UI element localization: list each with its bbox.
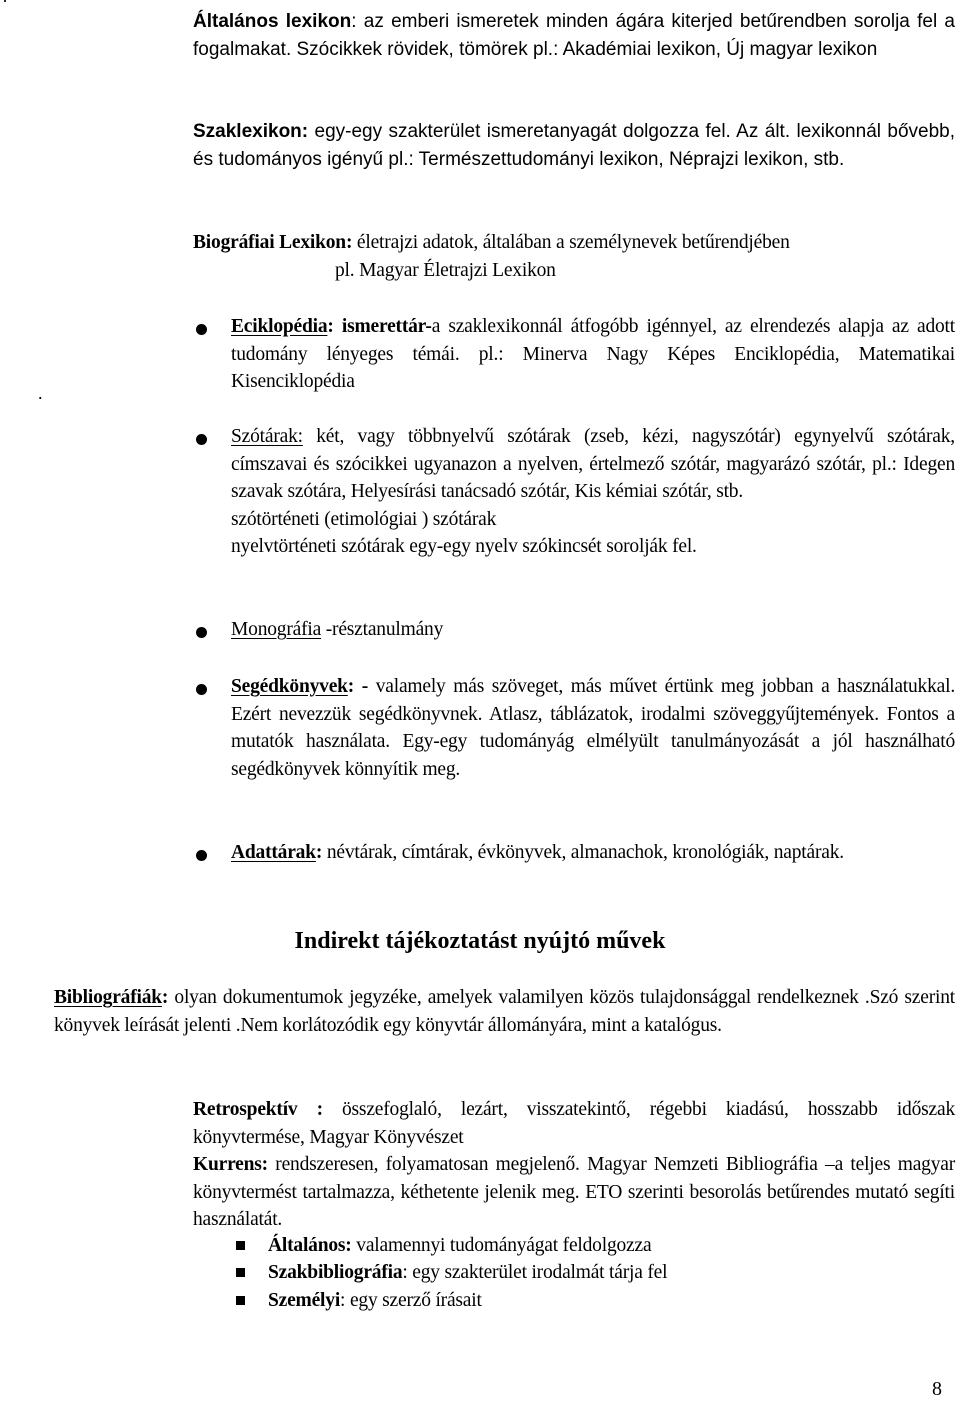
paragraph-biografiai-lexikon bbox=[193, 229, 955, 284]
term: Segédkönyvek bbox=[231, 676, 348, 697]
item-text: névtárak, címtárak, évkönyvek, almanachok, kronológiák, naptárak. bbox=[322, 842, 844, 863]
list-item-monografia bbox=[231, 616, 955, 644]
list-item-szemelyi bbox=[268, 1287, 948, 1315]
term: Biográfiai Lexikon: bbox=[193, 232, 353, 253]
bullet-icon bbox=[196, 324, 207, 335]
term: Monográfia bbox=[231, 619, 322, 640]
term: Retrospektív : bbox=[193, 1099, 323, 1120]
item-text: : egy szerző írásait bbox=[340, 1290, 482, 1311]
term-colon: : bbox=[315, 842, 323, 863]
paragraph-bibliografiak bbox=[54, 984, 955, 1039]
list-item-altalanos bbox=[268, 1232, 948, 1260]
square-bullet-icon bbox=[236, 1241, 245, 1250]
term: Eciklopédia bbox=[231, 316, 328, 337]
list-item-segedkonyvek bbox=[231, 673, 955, 783]
term: Személyi bbox=[268, 1290, 341, 1311]
term: Általános: bbox=[268, 1235, 352, 1256]
stray-mark: · bbox=[2, 0, 8, 11]
list-item-adattarak bbox=[231, 839, 955, 867]
term: Szótárak: bbox=[231, 426, 303, 447]
item-text: valamennyi tudományágat feldolgozza bbox=[351, 1235, 652, 1256]
paragraph-text: olyan dokumentumok jegyzéke, amelyek valamilyen közös tulajdonsággal rendelkeznek .Szó szerint könyvek leírását jelenti .Nem korlátozódik egy könyvtár állományára, mint a katalógus. bbox=[54, 987, 955, 1036]
term-colon: : bbox=[161, 987, 169, 1008]
page-number: 8 bbox=[932, 1378, 942, 1400]
item-text: -résztanulmány bbox=[321, 619, 444, 640]
bullet-icon bbox=[196, 684, 207, 695]
list-item-szakbibliografia bbox=[268, 1259, 948, 1287]
term: Általános lexikon bbox=[193, 11, 352, 32]
item-text: szótörténeti (etimológiai ) szótárak bbox=[231, 508, 497, 530]
section-heading: Indirekt tájékoztatást nyújtó művek bbox=[294, 928, 666, 954]
bullet-icon bbox=[196, 627, 207, 638]
paragraph-altalanos-lexikon bbox=[193, 8, 955, 64]
term: ismerettár- bbox=[333, 316, 432, 337]
item-text: két, vagy többnyelvű szótárak (zseb, kézi, nagyszótár) egynyelvű szótárak, címszavai és szócikkei ugyanazon a nyelven, értelmező szótár, magyarázó szótár, pl.: Idegen szavak szótára, Helyesírási tanácsadó szótár, Kis kémiai szótár, stb. bbox=[231, 426, 955, 502]
term: Bibliográfiák bbox=[54, 987, 162, 1008]
term: Szaklexikon: bbox=[193, 121, 309, 142]
item-text: a szaklexikonnál átfogóbb igénnyel, az elrendezés alapja az adott tudomány lényeges témái. pl.: Minerva Nagy Képes Enciklopédia, Matematikai Kisenciklopédia bbox=[231, 316, 955, 392]
list-item-enciklopedia bbox=[231, 313, 955, 396]
bullet-icon bbox=[196, 850, 207, 861]
list-item-szotarak bbox=[231, 423, 955, 561]
term-colon: : bbox=[327, 316, 334, 337]
paragraph-retrospektiv-kurrens bbox=[193, 1096, 955, 1234]
bullet-icon bbox=[196, 434, 207, 445]
paragraph-text: életrajzi adatok, általában a személynevek betűrendjében bbox=[352, 232, 790, 253]
stray-mark: . bbox=[38, 383, 43, 403]
paragraph-text: összefoglaló, lezárt, visszatekintő, régebbi kiadású, hosszabb időszak könyvtermése, Magyar Könyvészet bbox=[193, 1099, 955, 1148]
term: Szakbibliográfia bbox=[268, 1262, 403, 1283]
paragraph-szaklexikon bbox=[193, 118, 955, 174]
square-bullet-icon bbox=[236, 1268, 245, 1277]
item-text: valamely más szöveget, más művet értünk meg jobban a használatukkal. Ezért nevezzük segédkönyvnek. Atlasz, táblázatok, irodalmi szöveggyűjtemények. Fontos a mutatók használata. Egy-egy tudományág elmélyült tanulmányozását a jól használható segédkönyvek könnyítik meg. bbox=[231, 676, 955, 780]
term: Adattárak bbox=[231, 842, 316, 863]
term-colon: : - bbox=[347, 676, 369, 697]
paragraph-text: pl. Magyar Életrajzi Lexikon bbox=[335, 259, 556, 281]
term: Kurrens: bbox=[193, 1154, 268, 1175]
item-text: nyelvtörténeti szótárak egy-egy nyelv szókincsét sorolják fel. bbox=[231, 536, 697, 557]
paragraph-text: : az emberi ismeretek minden ágára kiterjed betűrendben sorolja fel a fogalmakat. Szócikkek rövidek, tömörek pl.: Akadémiai lexikon, Új magyar lexikon bbox=[193, 11, 955, 60]
item-text: : egy szakterület irodalmát tárja fel bbox=[402, 1262, 668, 1283]
square-bullet-icon bbox=[236, 1296, 245, 1305]
paragraph-text: rendszeresen, folyamatosan megjelenő. Magyar Nemzeti Bibliográfia –a teljes magyar könyvtermést tartalmazza, kéthetente jelenik meg. ETO szerinti besorolás betűrendes mutató segíti használatát. bbox=[193, 1154, 955, 1230]
paragraph-text: egy-egy szakterület ismeretanyagát dolgozza fel. Az ált. lexikonnál bővebb, és tudományos igényű pl.: Természettudományi lexikon, Néprajzi lexikon, stb. bbox=[193, 121, 955, 170]
